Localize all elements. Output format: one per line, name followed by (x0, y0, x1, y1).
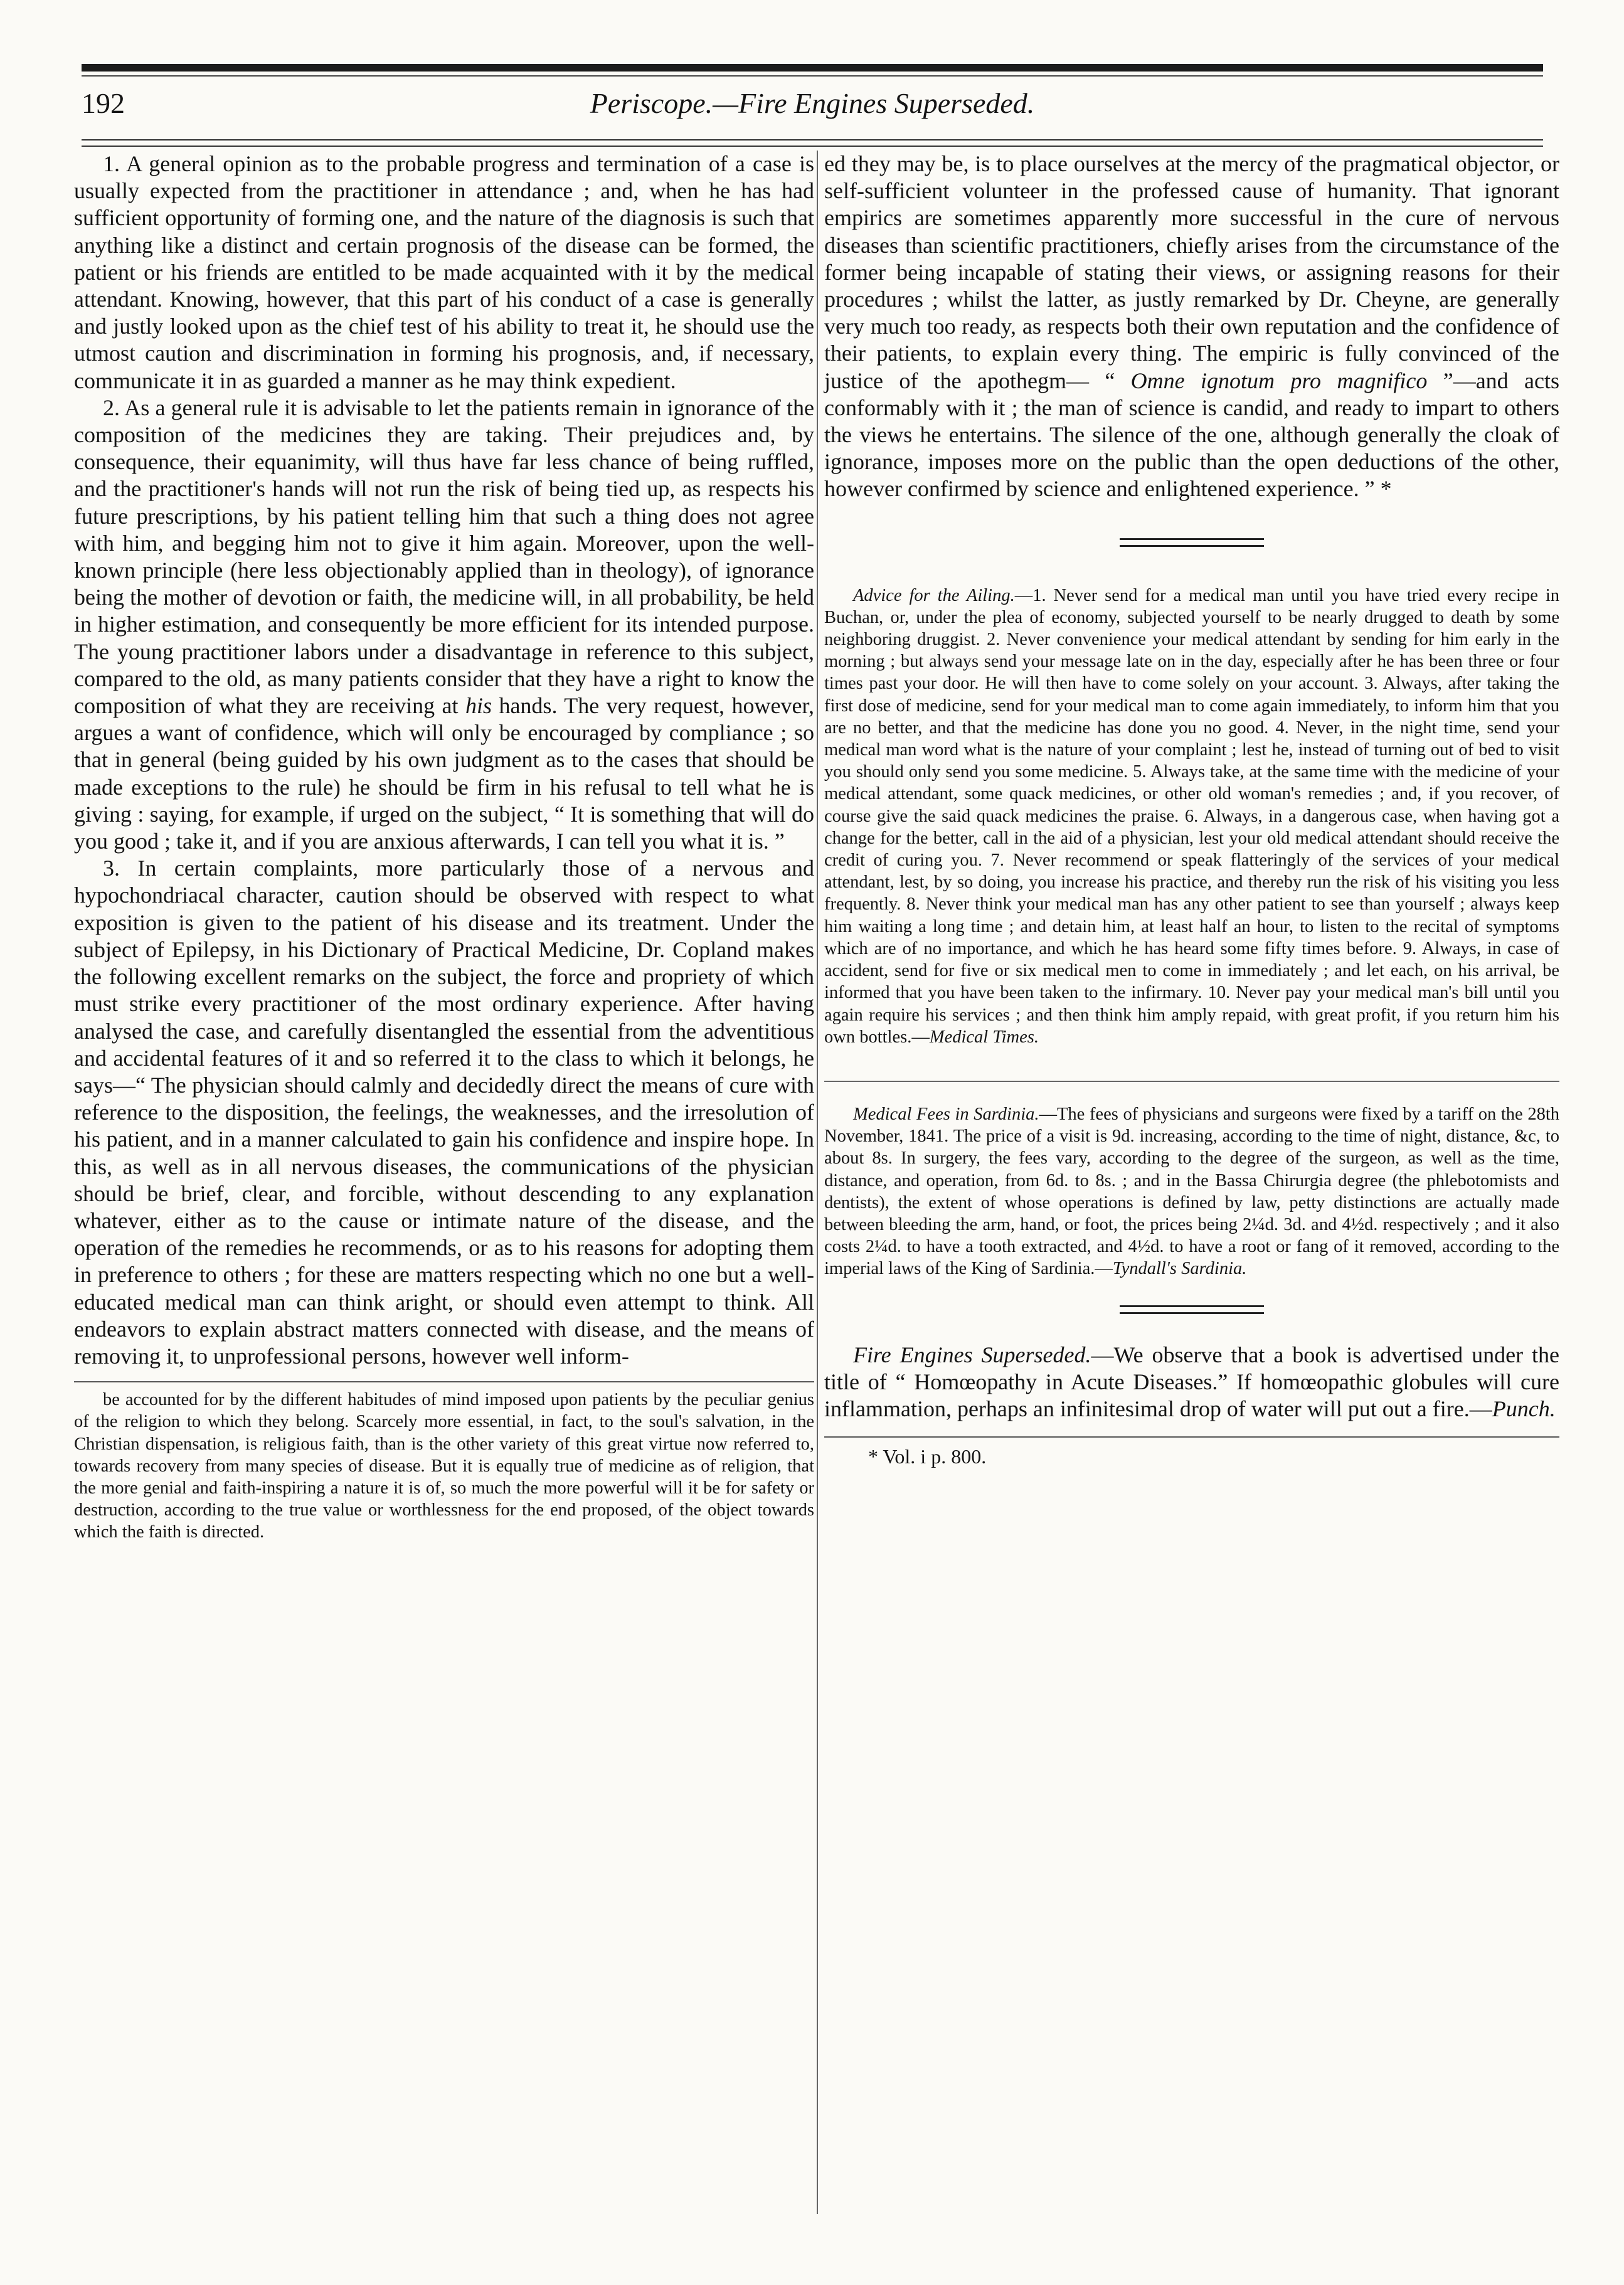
advice-title: Advice for the Ailing. (853, 585, 1015, 605)
paragraph-3: 3. In certain complaints, more particularly those of a nervous and hypochondriacal character, caution should be observed with respect to what exposition is given to the patient of his disease and its treatment. Under the subject of Epilepsy, in his Dictionary of Practical Medicine, Dr. Copland makes the following excellent remarks on the subject, the force and propriety of which must strike every practitioner of the most ordinary experience. After having analysed the case, and carefully disentangled the essential from the adventitious and accidental features of it and so referred it to the class to which it belongs, he says—“ The physician should calmly and decidedly direct the means of cure with reference to the disposition, the feelings, the weaknesses, and the irresolution of his patient, and in a manner calculated to gain his confidence and inspire hope. In this, as well as in all nervous diseases, the communications of the physician should be brief, clear, and forcible, without descending to any explanation whatever, either as to the cause or intimate nature of the disease, and the operation of the remedies he recommends, or as to his reasons for adopting them in preference to others ; for these are matters respecting which no one but a well-educated medical man can think aright, or should even attempt to think. All endeavors to explain abstract matters connected with disease, and the means of removing it, to unprofessional persons, however well inform- (74, 856, 814, 1369)
section-double-rule-2 (1120, 1305, 1264, 1314)
right-column (824, 151, 1559, 1469)
fire-body: —We observe that a book is advertised under the title of “ Homœopathy in Acute Diseases.” If homœopathic globules will cure inflammation, perhaps an infinitesimal drop of water will put out a fire.— (824, 1342, 1559, 1421)
paragraph-2-part-a: 2. As a general rule it is advisable to let the patients remain in ignorance of the composition of the medicines they are taking. Their prejudices and, by consequence, their equanimity, will thus have far less chance of being ruffled, and the practitioner's hands will not run the risk of being tied up, as respects his future prescriptions, by his patient telling him that such a thing does not agree with him, and begging him not to give it him again. Moreover, upon the well-known principle (here less objectionably applied than in theology), of ignorance being the mother of devotion or faith, the medicine will, in all probability, be held in higher estimation, and consequently be more efficient for its intended purpose. The young practitioner labors under a disadvantage in reference to this subject, compared to the old, as many patients consider that they have a right to know the composition of what they are receiving at (74, 395, 814, 719)
page-number: 192 (82, 87, 125, 119)
continuation-paragraph (824, 151, 1559, 503)
running-title: Periscope.—Fire Engines Superseded. (590, 87, 1035, 119)
fees-title: Medical Fees in Sardinia. (853, 1104, 1039, 1124)
latin-quote: Omne ignotum pro magnifico (1130, 368, 1428, 393)
continuation-part-a: ed they may be, is to place ourselves at the mercy of the pragmatical objector, or self-sufficient volunteer in the professed cause of humanity. That ignorant empirics are sometimes apparently more successful in the cure of nervous diseases than scientific practitioners, chiefly arises from the circumstance of the former being incapable of stating their views, or assigning reasons for their procedures ; whilst the latter, as justly remarked by Dr. Cheyne, are generally very much too ready, as respects both their own reputation and the confidence of their patients, to explain every thing. The empiric is fully convinced of the justice of the apothegm— “ (824, 151, 1559, 393)
advice-article (824, 585, 1559, 1048)
paragraph-2 (74, 395, 814, 855)
advice-body: —1. Never send for a medical man until you have tried every recipe in Buchan, or, under the plea of economy, subjected yourself to be nearly drugged to death by some neighboring druggist. 2. Never convenience your medical attendant by sending for him early in the morning ; but always send your message late on in the day, especially after he has been three or four times past your door. He will then have to come solely on your account. 3. Always, after taking the first dose of medicine, send for your medical man to come again immediately, to inform him that you are no better, and that the medicine has done you no good. 4. Never, in the night time, send your medical man word what is the nature of your complaint ; lest he, instead of turning out of bed to visit you should only send you some medicine. 5. Always take, at the same time with the medicine of your medical attendant, some quack medicines, or other old woman's remedies ; and, if you recover, of course give the said quack medicines the praise. 6. Always, in a dangerous case, when having got a change for the better, call in the aid of a physician, lest your old medical attendant should receive the credit of curing you. 7. Never recommend or speak flatteringly of the services of your medical attendant, lest, by so doing, you increase his practice, and thereby run the risk of his visiting you less frequently. 8. Never think your medical man has any other patient to see than yourself ; always keep him waiting a long time ; and detain him, at least half an hour, to listen to the recital of symptoms which are of no importance, and which he has heard some fifty times before. 9. Always, in case of accident, send for five or six medical men to come in immediately ; and let each, on his arrival, be informed that you have been taken to the infirmary. 10. Never pay your medical man's bill until you again require his services ; and then think him amply repaid, with great profit, if you return him his own bottles.— (824, 585, 1559, 1047)
advice-source: Medical Times. (929, 1027, 1039, 1047)
paragraph-1: 1. A general opinion as to the probable progress and termination of a case is usually expected from the practitioner in attendance ; and, when he has had sufficient opportunity of forming one, and the nature of the diagnosis is such that anything like a distinct and certain prognosis of the disease can be formed, the patient or his friends are entitled to be made acquainted with it by the medical attendant. Knowing, however, that this part of his conduct of a case is generally and justly looked upon as the chief test of his ability to treat it, he should use the utmost caution and discrimination in forming his prognosis, and, if necessary, communicate it in as guarded a manner as he may think expedient. (74, 151, 814, 393)
paragraph-2-part-b: hands. The very request, however, argues a want of confidence, which will only be encouraged by compliance ; so that in general (being guided by his own judgment as to the cases that should be made exceptions to the rule) he should be firm in his refusal to tell what he is giving : saying, for example, if urged on the subject, “ It is something that will do you good ; take it, and if you are anxious afterwards, I can tell you what it is. ” (74, 693, 815, 854)
top-thick-rule (82, 64, 1543, 72)
fees-source: Tyndall's Sardinia. (1112, 1259, 1247, 1279)
paragraph-2-emphasis: his (465, 693, 492, 719)
header-rule (82, 139, 1543, 141)
footnote-rule-left (74, 1381, 814, 1382)
fire-article (824, 1342, 1559, 1423)
footnote-rule-right (824, 1436, 1559, 1438)
page-header (82, 87, 1543, 128)
fire-source: Punch. (1492, 1396, 1556, 1421)
fees-body: —The fees of physicians and surgeons were fixed by a tariff on the 28th November, 1841. The price of a visit is 9d. increasing, according to the time of night, distance, &c, to about 8s. In surgery, the fees vary, according to the degree of the surgeon, as well as the time, distance, and operation, from 6d. to 8s. ; and in the Bassa Chirurgia degree (the phlebotomists and dentists), the extent of whose operations is defined by law, petty distinctions are actually made between bleeding the arm, hand, or foot, the prices being 2¼d. 3d. and 4½d. respectively ; and it also costs 2¼d. to have a tooth extracted, and 4½d. to have a root or fang of it removed, according to the imperial laws of the King of Sardinia.— (824, 1104, 1559, 1279)
continuation-part-b: ”—and acts conformably with it ; the man of science is candid, and ready to impart to others the views he entertains. The silence of the one, although generally the cloak of ignorance, imposes more on the public than the open deductions of the other, however confirmed by science and enlightened experience. ” * (824, 368, 1559, 502)
top-thin-rule (82, 75, 1543, 77)
left-column (74, 151, 814, 1544)
section-rule-1 (824, 1081, 1559, 1082)
column-separator (817, 151, 818, 2214)
fees-article (824, 1103, 1559, 1280)
footnote-left: be accounted for by the different habitudes of mind imposed upon patients by the peculiar genius of the religion to which they belong. Scarcely more essential, in fact, to the soul's salvation, in the Christian dispensation, is religious faith, than is the other variety of this great virtue now referred to, towards recovery from many species of disease. But it is equally true of medicine as of religion, that the more genial and faith-inspiring a nature it is of, so much the more powerful will it be for safety or destruction, according to the true value or worthlessness for the end proposed, of the object towards which the faith is directed. (74, 1390, 814, 1542)
section-double-rule (1120, 538, 1264, 547)
fire-title: Fire Engines Superseded. (853, 1342, 1091, 1367)
header-rule-lower (82, 146, 1543, 147)
footnote-right: * Vol. i p. 800. (868, 1445, 987, 1468)
